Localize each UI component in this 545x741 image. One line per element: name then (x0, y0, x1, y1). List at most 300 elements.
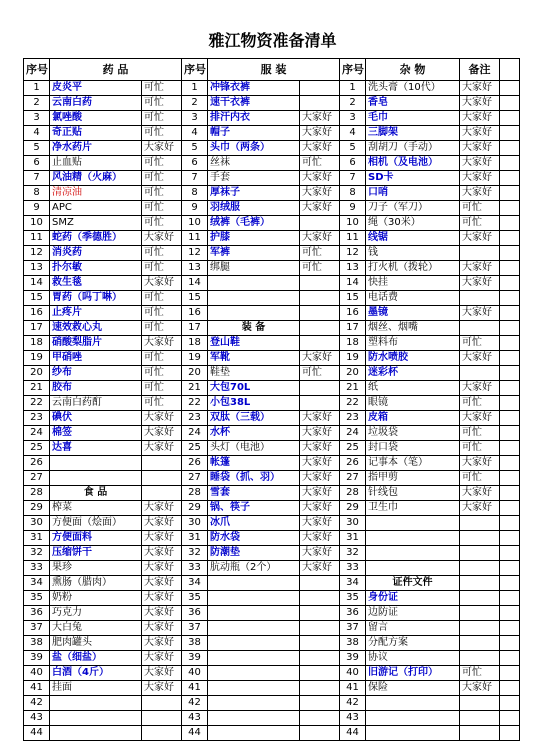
clothing-remark (300, 216, 340, 231)
misc-seq: 10 (340, 216, 366, 231)
table-row (24, 171, 520, 186)
table-row (24, 576, 520, 591)
clothing-remark: 可忙 (300, 261, 340, 276)
misc-seq: 7 (340, 171, 366, 186)
spacer-cell (500, 486, 520, 501)
table-row (24, 96, 520, 111)
misc-seq: 19 (340, 351, 366, 366)
table-row (24, 396, 520, 411)
clothing-item (208, 726, 300, 741)
medicine-remark: 可忙 (142, 156, 182, 171)
misc-remark (460, 711, 500, 726)
medicine-seq: 15 (24, 291, 50, 306)
spacer-cell (500, 231, 520, 246)
table-row (24, 441, 520, 456)
clothing-seq: 10 (182, 216, 208, 231)
misc-seq: 18 (340, 336, 366, 351)
seq-header-medicine: 序号 (24, 59, 50, 81)
clothing-seq: 6 (182, 156, 208, 171)
misc-seq: 36 (340, 606, 366, 621)
spacer-cell (500, 711, 520, 726)
medicine-remark: 大家好 (142, 231, 182, 246)
table-row (24, 531, 520, 546)
clothing-remark: 大家好 (300, 426, 340, 441)
medicine-seq: 38 (24, 636, 50, 651)
spacer-cell (500, 591, 520, 606)
spacer-cell (500, 366, 520, 381)
spacer-cell (500, 111, 520, 126)
medicine-item: 奶粉 (50, 591, 142, 606)
medicine-item: 甲硝唑 (50, 351, 142, 366)
misc-item (366, 531, 460, 546)
clothing-seq: 3 (182, 111, 208, 126)
medicine-remark (142, 696, 182, 711)
medicine-seq: 42 (24, 696, 50, 711)
misc-seq: 13 (340, 261, 366, 276)
medicine-item: 大白兔 (50, 621, 142, 636)
misc-seq: 30 (340, 516, 366, 531)
medicine-remark (142, 456, 182, 471)
misc-remark: 大家好 (460, 81, 500, 96)
spacer-cell (500, 696, 520, 711)
medicine-seq: 2 (24, 96, 50, 111)
clothing-seq: 28 (182, 486, 208, 501)
medicine-item: 熏肠（腊肉） (50, 576, 142, 591)
table-row (24, 126, 520, 141)
table-row (24, 696, 520, 711)
clothing-remark (300, 726, 340, 741)
clothing-seq: 24 (182, 426, 208, 441)
clothing-item (208, 696, 300, 711)
clothing-item: 装 备 (208, 321, 300, 336)
misc-seq: 3 (340, 111, 366, 126)
misc-item: 身份证 (366, 591, 460, 606)
table-row (24, 321, 520, 336)
misc-item: 香皂 (366, 96, 460, 111)
medicine-remark: 大家好 (142, 636, 182, 651)
spacer-cell (500, 96, 520, 111)
clothing-item (208, 651, 300, 666)
medicine-item: 碘伏 (50, 411, 142, 426)
misc-seq: 28 (340, 486, 366, 501)
clothing-seq: 26 (182, 456, 208, 471)
clothing-remark (300, 651, 340, 666)
clothing-remark (300, 276, 340, 291)
misc-item: 毛巾 (366, 111, 460, 126)
misc-item: 墨镜 (366, 306, 460, 321)
misc-item: 边防证 (366, 606, 460, 621)
spacer-cell (500, 426, 520, 441)
table-row (24, 711, 520, 726)
spacer-cell (500, 171, 520, 186)
medicine-remark: 大家好 (142, 546, 182, 561)
medicine-seq: 3 (24, 111, 50, 126)
medicine-seq: 36 (24, 606, 50, 621)
clothing-seq: 9 (182, 201, 208, 216)
clothing-seq: 12 (182, 246, 208, 261)
table-row (24, 156, 520, 171)
table-row (24, 81, 520, 96)
medicine-remark: 可忙 (142, 201, 182, 216)
medicine-item: 氯唑酸 (50, 111, 142, 126)
clothing-remark (300, 381, 340, 396)
misc-remark: 大家好 (460, 351, 500, 366)
clothing-item: 防潮垫 (208, 546, 300, 561)
medicine-remark: 大家好 (142, 141, 182, 156)
medicine-seq: 13 (24, 261, 50, 276)
medicine-remark: 可忙 (142, 291, 182, 306)
spacer-cell (500, 201, 520, 216)
spacer-cell (500, 126, 520, 141)
table-row (24, 666, 520, 681)
misc-item: 防水喷胶 (366, 351, 460, 366)
medicine-item: 止疼片 (50, 306, 142, 321)
clothing-seq: 7 (182, 171, 208, 186)
clothing-item: 头巾（两条） (208, 141, 300, 156)
spacer-cell (500, 306, 520, 321)
medicine-seq: 23 (24, 411, 50, 426)
medicine-item: 云南白药 (50, 96, 142, 111)
misc-item: 塑料布 (366, 336, 460, 351)
table-row (24, 426, 520, 441)
misc-seq: 26 (340, 456, 366, 471)
medicine-remark: 可忙 (142, 381, 182, 396)
misc-seq: 5 (340, 141, 366, 156)
clothing-seq: 8 (182, 186, 208, 201)
clothing-remark: 大家好 (300, 141, 340, 156)
medicine-remark: 可忙 (142, 366, 182, 381)
medicine-seq: 1 (24, 81, 50, 96)
medicine-item: 止血贴 (50, 156, 142, 171)
medicine-item: 胃药（吗丁啉） (50, 291, 142, 306)
misc-remark: 大家好 (460, 681, 500, 696)
misc-remark: 大家好 (460, 126, 500, 141)
misc-remark (460, 291, 500, 306)
medicine-remark: 可忙 (142, 306, 182, 321)
medicine-seq: 40 (24, 666, 50, 681)
medicine-remark (142, 726, 182, 741)
misc-seq: 31 (340, 531, 366, 546)
misc-item: 针线包 (366, 486, 460, 501)
misc-seq: 29 (340, 501, 366, 516)
clothing-seq: 39 (182, 651, 208, 666)
medicine-item: 清凉油 (50, 186, 142, 201)
medicine-item: 肥肉罐头 (50, 636, 142, 651)
misc-remark (460, 516, 500, 531)
medicine-item: 皮炎平 (50, 81, 142, 96)
medicine-item: APC (50, 201, 142, 216)
spacer-cell (500, 531, 520, 546)
medicine-item: 蛇药（季德胜） (50, 231, 142, 246)
clothing-seq: 43 (182, 711, 208, 726)
clothing-item: 睡袋（抓、羽） (208, 471, 300, 486)
medicine-seq: 4 (24, 126, 50, 141)
clothing-seq: 14 (182, 276, 208, 291)
table-row (24, 546, 520, 561)
clothing-seq: 32 (182, 546, 208, 561)
clothing-seq: 31 (182, 531, 208, 546)
medicine-remark: 可忙 (142, 96, 182, 111)
misc-item: 刮胡刀（手动） (366, 141, 460, 156)
clothing-item: 绒裤（毛裤） (208, 216, 300, 231)
medicine-remark: 大家好 (142, 501, 182, 516)
misc-seq: 1 (340, 81, 366, 96)
misc-seq: 17 (340, 321, 366, 336)
clothing-item (208, 291, 300, 306)
medicine-remark: 大家好 (142, 276, 182, 291)
medicine-remark: 可忙 (142, 321, 182, 336)
clothing-remark (300, 636, 340, 651)
clothing-seq: 35 (182, 591, 208, 606)
medicine-seq: 19 (24, 351, 50, 366)
misc-seq: 22 (340, 396, 366, 411)
misc-remark: 可忙 (460, 201, 500, 216)
medicine-seq: 33 (24, 561, 50, 576)
clothing-item: 军裤 (208, 246, 300, 261)
misc-seq: 32 (340, 546, 366, 561)
clothing-remark (300, 711, 340, 726)
clothing-remark: 大家好 (300, 456, 340, 471)
medicine-item: 胶布 (50, 381, 142, 396)
clothing-seq: 27 (182, 471, 208, 486)
misc-seq: 14 (340, 276, 366, 291)
medicine-seq: 25 (24, 441, 50, 456)
misc-remark: 大家好 (460, 501, 500, 516)
medicine-seq: 6 (24, 156, 50, 171)
clothing-remark: 可忙 (300, 246, 340, 261)
spacer-cell (500, 186, 520, 201)
table-row (24, 456, 520, 471)
misc-remark (460, 531, 500, 546)
table-row (24, 381, 520, 396)
spacer-cell (500, 516, 520, 531)
medicine-item: 扑尔敏 (50, 261, 142, 276)
medicine-seq: 21 (24, 381, 50, 396)
misc-remark (460, 321, 500, 336)
medicine-seq: 26 (24, 456, 50, 471)
misc-seq: 42 (340, 696, 366, 711)
clothing-item: 鞋垫 (208, 366, 300, 381)
clothing-remark: 大家好 (300, 486, 340, 501)
misc-seq: 38 (340, 636, 366, 651)
clothing-seq: 4 (182, 126, 208, 141)
medicine-item: 棉签 (50, 426, 142, 441)
misc-item: 垃圾袋 (366, 426, 460, 441)
medicine-remark: 可忙 (142, 111, 182, 126)
clothing-remark (300, 306, 340, 321)
medicine-item: 食 品 (50, 486, 142, 501)
misc-item: 旧游记（打印） (366, 666, 460, 681)
spacer-cell (500, 441, 520, 456)
medicine-seq: 39 (24, 651, 50, 666)
medicine-remark: 可忙 (142, 216, 182, 231)
medicine-seq: 20 (24, 366, 50, 381)
medicine-item: 盐（细盐） (50, 651, 142, 666)
clothing-seq: 34 (182, 576, 208, 591)
medicine-item: 巧克力 (50, 606, 142, 621)
checklist-table (23, 58, 520, 741)
spacer-cell (500, 471, 520, 486)
spacer-cell (500, 291, 520, 306)
misc-seq: 39 (340, 651, 366, 666)
clothing-remark: 可忙 (300, 156, 340, 171)
clothing-item (208, 306, 300, 321)
clothing-remark: 大家好 (300, 351, 340, 366)
misc-remark (460, 651, 500, 666)
misc-item: 线锯 (366, 231, 460, 246)
spacer-cell (500, 576, 520, 591)
misc-item: 迷彩杯 (366, 366, 460, 381)
misc-remark: 可忙 (460, 216, 500, 231)
misc-remark: 大家好 (460, 231, 500, 246)
clothing-remark (300, 336, 340, 351)
medicine-seq: 5 (24, 141, 50, 156)
clothing-seq: 23 (182, 411, 208, 426)
table-row (24, 411, 520, 426)
misc-remark: 可忙 (460, 426, 500, 441)
table-row (24, 501, 520, 516)
medicine-item (50, 456, 142, 471)
medicine-header: 药 品 (50, 59, 182, 81)
misc-seq: 12 (340, 246, 366, 261)
medicine-item (50, 726, 142, 741)
spacer-cell (500, 621, 520, 636)
clothing-seq: 2 (182, 96, 208, 111)
medicine-item: 压缩饼干 (50, 546, 142, 561)
misc-item (366, 711, 460, 726)
table-row (24, 351, 520, 366)
spacer-header (500, 59, 520, 81)
medicine-remark: 大家好 (142, 621, 182, 636)
table-row (24, 186, 520, 201)
misc-item: 眼镜 (366, 396, 460, 411)
clothing-remark (300, 681, 340, 696)
misc-item: 电话费 (366, 291, 460, 306)
medicine-remark: 可忙 (142, 351, 182, 366)
medicine-item (50, 471, 142, 486)
spacer-cell (500, 681, 520, 696)
misc-remark (460, 636, 500, 651)
misc-remark: 大家好 (460, 186, 500, 201)
clothing-item (208, 276, 300, 291)
medicine-remark: 大家好 (142, 666, 182, 681)
medicine-remark: 大家好 (142, 426, 182, 441)
table-row (24, 111, 520, 126)
misc-remark: 大家好 (460, 111, 500, 126)
medicine-item: 净水药片 (50, 141, 142, 156)
clothing-seq: 21 (182, 381, 208, 396)
medicine-seq: 30 (24, 516, 50, 531)
medicine-seq: 18 (24, 336, 50, 351)
medicine-item: 云南白药酊 (50, 396, 142, 411)
table-row (24, 216, 520, 231)
clothing-item (208, 576, 300, 591)
spacer-cell (500, 501, 520, 516)
medicine-seq: 24 (24, 426, 50, 441)
misc-item: 刀子（军刀） (366, 201, 460, 216)
clothing-item: 双肽（三载） (208, 411, 300, 426)
clothing-item (208, 621, 300, 636)
clothing-item: 小包38L (208, 396, 300, 411)
spacer-cell (500, 321, 520, 336)
clothing-item: 水杯 (208, 426, 300, 441)
misc-item: 证件文件 (366, 576, 460, 591)
clothing-remark: 大家好 (300, 561, 340, 576)
misc-seq: 37 (340, 621, 366, 636)
medicine-item: 消炎药 (50, 246, 142, 261)
medicine-remark: 大家好 (142, 561, 182, 576)
clothing-remark (300, 291, 340, 306)
table-row (24, 336, 520, 351)
clothing-item: 厚袜子 (208, 186, 300, 201)
clothing-remark (300, 666, 340, 681)
clothing-seq: 29 (182, 501, 208, 516)
misc-seq: 41 (340, 681, 366, 696)
misc-remark: 大家好 (460, 456, 500, 471)
medicine-seq: 22 (24, 396, 50, 411)
misc-remark: 大家好 (460, 411, 500, 426)
clothing-remark (300, 81, 340, 96)
medicine-item: SMZ (50, 216, 142, 231)
misc-item: 协议 (366, 651, 460, 666)
clothing-remark (300, 606, 340, 621)
medicine-seq: 11 (24, 231, 50, 246)
clothing-seq: 13 (182, 261, 208, 276)
spacer-cell (500, 261, 520, 276)
misc-item: 封口袋 (366, 441, 460, 456)
clothing-remark: 大家好 (300, 186, 340, 201)
medicine-seq: 14 (24, 276, 50, 291)
misc-seq: 44 (340, 726, 366, 741)
misc-item: 口哨 (366, 186, 460, 201)
misc-remark: 可忙 (460, 666, 500, 681)
medicine-item: 达喜 (50, 441, 142, 456)
medicine-remark: 可忙 (142, 81, 182, 96)
clothing-remark: 大家好 (300, 516, 340, 531)
table-row (24, 681, 520, 696)
misc-seq: 33 (340, 561, 366, 576)
misc-seq: 34 (340, 576, 366, 591)
clothing-remark (300, 576, 340, 591)
clothing-remark: 大家好 (300, 531, 340, 546)
spacer-cell (500, 276, 520, 291)
clothing-seq: 25 (182, 441, 208, 456)
table-row (24, 636, 520, 651)
misc-seq: 23 (340, 411, 366, 426)
misc-remark: 大家好 (460, 141, 500, 156)
medicine-item (50, 711, 142, 726)
table-row (24, 261, 520, 276)
medicine-remark: 可忙 (142, 396, 182, 411)
medicine-seq: 10 (24, 216, 50, 231)
clothing-remark: 大家好 (300, 231, 340, 246)
clothing-item: 登山鞋 (208, 336, 300, 351)
clothing-item: 大包70L (208, 381, 300, 396)
medicine-seq: 12 (24, 246, 50, 261)
medicine-seq: 35 (24, 591, 50, 606)
clothing-remark (300, 621, 340, 636)
medicine-remark: 可忙 (142, 186, 182, 201)
spacer-cell (500, 351, 520, 366)
misc-item (366, 726, 460, 741)
misc-seq: 2 (340, 96, 366, 111)
clothing-remark (300, 696, 340, 711)
misc-seq: 15 (340, 291, 366, 306)
spacer-cell (500, 651, 520, 666)
medicine-seq: 27 (24, 471, 50, 486)
clothing-header: 服 装 (208, 59, 340, 81)
misc-item: 钱 (366, 246, 460, 261)
